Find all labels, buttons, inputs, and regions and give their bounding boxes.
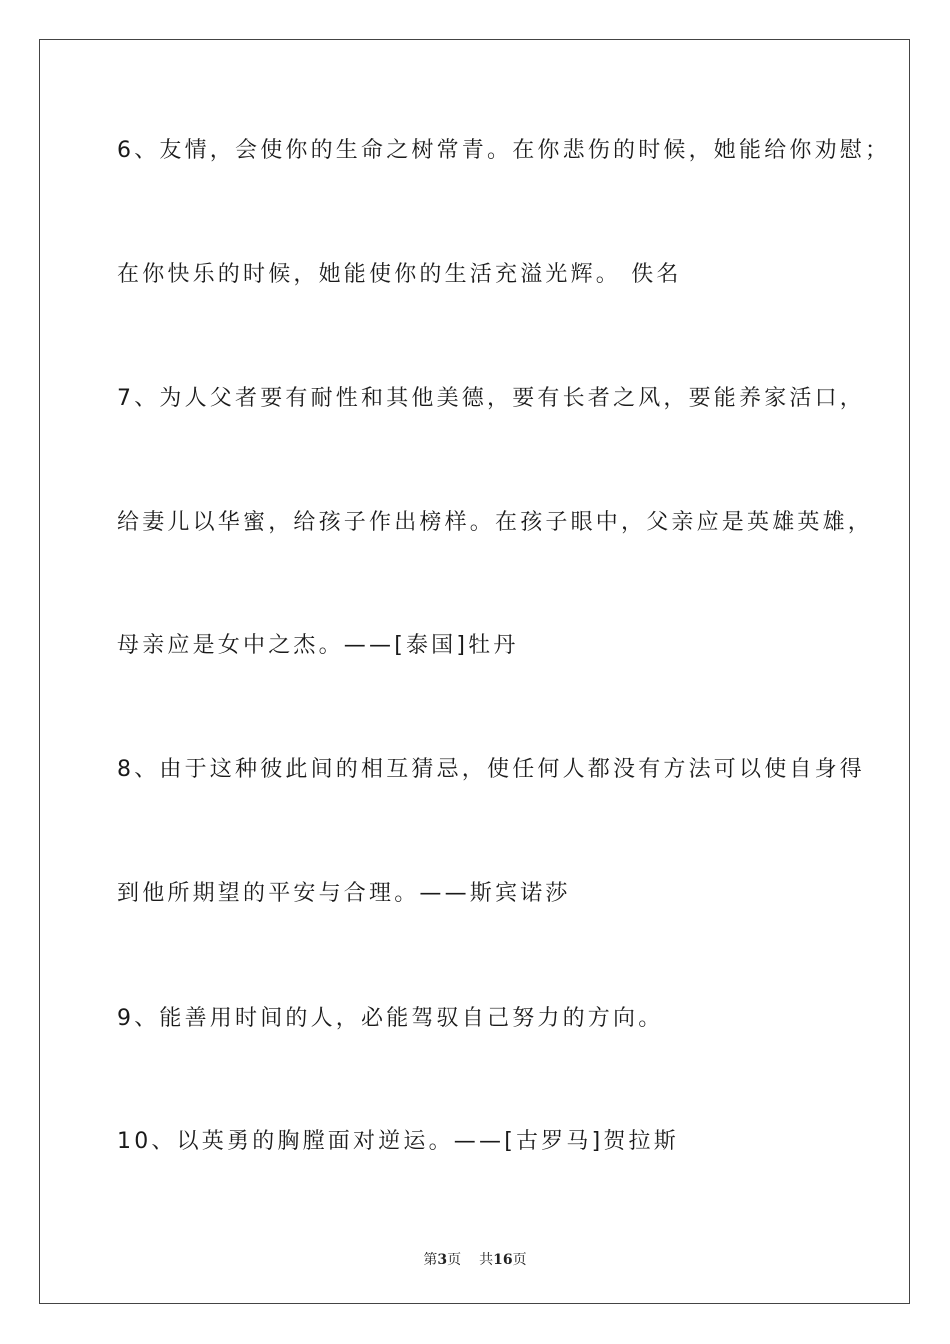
total-suffix: 页 [512, 1252, 527, 1268]
text-line-6: 8、由于这种彼此间的相互猜忌，使任何人都没有方法可以使自身得 [117, 757, 865, 782]
total-pages: 16 [493, 1252, 513, 1268]
text-line-3: 7、为人父者要有耐性和其他美德，要有长者之风，要能养家活口， [117, 386, 865, 411]
total-prefix: 共 [479, 1252, 494, 1268]
text-line-9: 10、以英勇的胸膛面对逆运。——[古罗马]贺拉斯 [117, 1129, 679, 1154]
text-line-8: 9、能善用时间的人，必能驾驭自己努力的方向。 [117, 1006, 664, 1031]
text-line-7: 到他所期望的平安与合理。——斯宾诺莎 [117, 881, 571, 906]
text-line-2: 在你快乐的时候，她能使你的生活充溢光辉。 佚名 [117, 262, 682, 287]
page-footer [0, 1249, 950, 1269]
text-line-4: 给妻儿以华蜜，给孩子作出榜样。在孩子眼中，父亲应是英雄英雄， [117, 510, 874, 535]
page-number: 3 [437, 1252, 448, 1268]
page-suffix: 页 [447, 1252, 462, 1268]
page-prefix: 第 [423, 1252, 438, 1268]
text-line-5: 母亲应是女中之杰。——[泰国]牡丹 [117, 633, 519, 658]
text-line-1: 6、友情，会使你的生命之树常青。在你悲伤的时候，她能给你劝慰； [117, 138, 891, 163]
page-border [39, 39, 910, 1304]
